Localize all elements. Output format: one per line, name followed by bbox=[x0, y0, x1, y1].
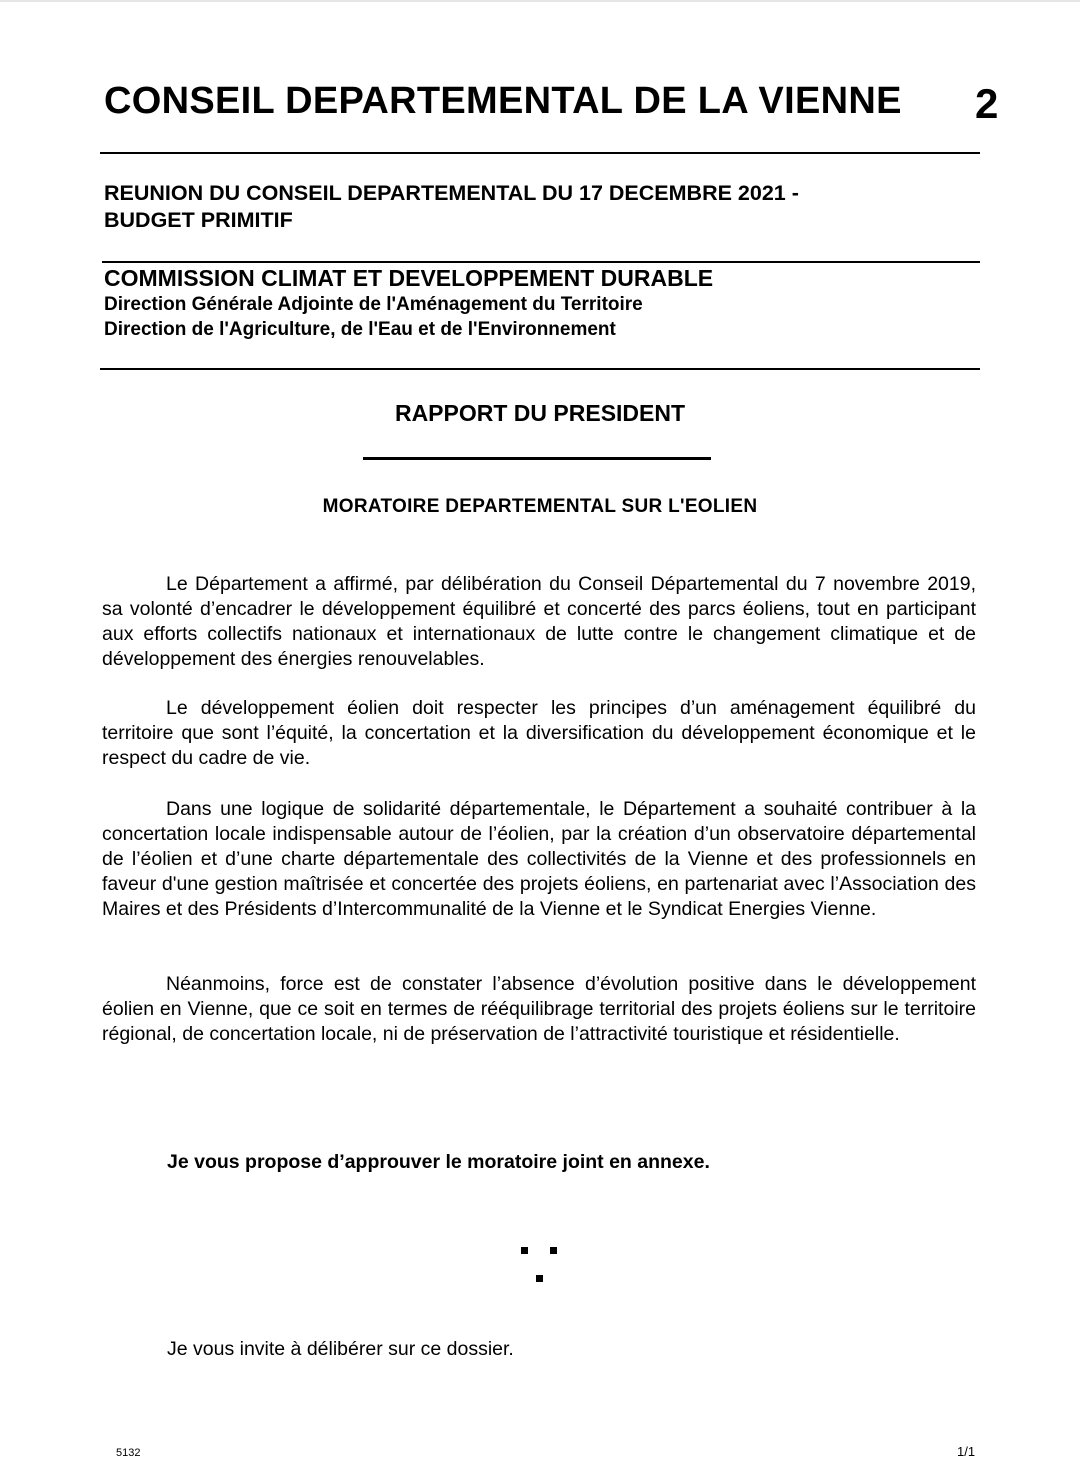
paragraph-text: Néanmoins, force est de constater l’absence d’évolution positive dans le développement éolien en Vienne, que ce soit en termes de rééquilibrage territorial des projets éoliens sur le territoire régional, de concertation locale, ni de préservation de l’attractivité touristique et résidentielle. bbox=[102, 973, 976, 1045]
body-paragraph-3 bbox=[102, 797, 976, 922]
report-subject: MORATOIRE DEPARTEMENTAL SUR L'EOLIEN bbox=[322, 496, 758, 517]
body-paragraph-4 bbox=[102, 972, 976, 1047]
commission-name: COMMISSION CLIMAT ET DEVELOPPEMENT DURABLE bbox=[104, 265, 714, 291]
proposal-statement: Je vous propose d’approuver le moratoire joint en annexe. bbox=[167, 1151, 710, 1173]
paragraph-text: Le Département a affirmé, par délibération du Conseil Départemental du 7 novembre 2019, sa volonté d’encadrer le développement équilibré et concerté des parcs éoliens, tout en participant aux efforts collectifs nationaux et internationaux de lutte contre le changement climatique et de développement des énergies renouvelables. bbox=[102, 573, 976, 670]
meeting-line-2: BUDGET PRIMITIF bbox=[104, 208, 293, 232]
separator-dot bbox=[550, 1247, 557, 1254]
body-paragraph-1 bbox=[102, 572, 976, 672]
direction-line-1: Direction Générale Adjointe de l'Aménagement du Territoire bbox=[104, 294, 643, 315]
footer-document-code: 5132 bbox=[116, 1447, 141, 1459]
body-paragraph-2 bbox=[102, 696, 976, 771]
report-title-underline bbox=[363, 457, 711, 460]
separator-dot bbox=[536, 1275, 543, 1282]
meeting-line-1: REUNION DU CONSEIL DEPARTEMENTAL DU 17 DECEMBRE 2021 - bbox=[104, 181, 799, 205]
report-number: 2 bbox=[975, 80, 999, 127]
paragraph-text: Le développement éolien doit respecter les principes d’un aménagement équilibré du territoire que sont l’équité, la concertation et la diversification du développement économique et le respect du cadre de vie. bbox=[102, 697, 976, 769]
header-divider bbox=[100, 152, 980, 154]
commission-divider bbox=[100, 368, 980, 370]
invitation-statement: Je vous invite à délibérer sur ce dossier. bbox=[167, 1338, 514, 1360]
page-top-border bbox=[0, 0, 1080, 2]
separator-dot bbox=[521, 1247, 528, 1254]
meeting-divider bbox=[102, 261, 980, 263]
council-title: CONSEIL DEPARTEMENTAL DE LA VIENNE bbox=[104, 80, 902, 122]
direction-line-2: Direction de l'Agriculture, de l'Eau et de l'Environnement bbox=[104, 319, 616, 340]
meeting-heading bbox=[104, 180, 944, 234]
report-title: RAPPORT DU PRESIDENT bbox=[394, 400, 686, 426]
footer-page-number: 1/1 bbox=[957, 1444, 976, 1459]
paragraph-text: Dans une logique de solidarité départementale, le Département a souhaité contribuer à la concertation locale indispensable autour de l’éolien, par la création d’un observatoire départemental de l’éolien et d’une charte départementale des collectivités de la Vienne et des professionnels en faveur d'une gestion maîtrisée et concertée des projets éoliens, en partenariat avec l’Association des Maires et des Présidents d’Intercommunalité de la Vienne et le Syndicat Energies Vienne. bbox=[102, 798, 976, 920]
